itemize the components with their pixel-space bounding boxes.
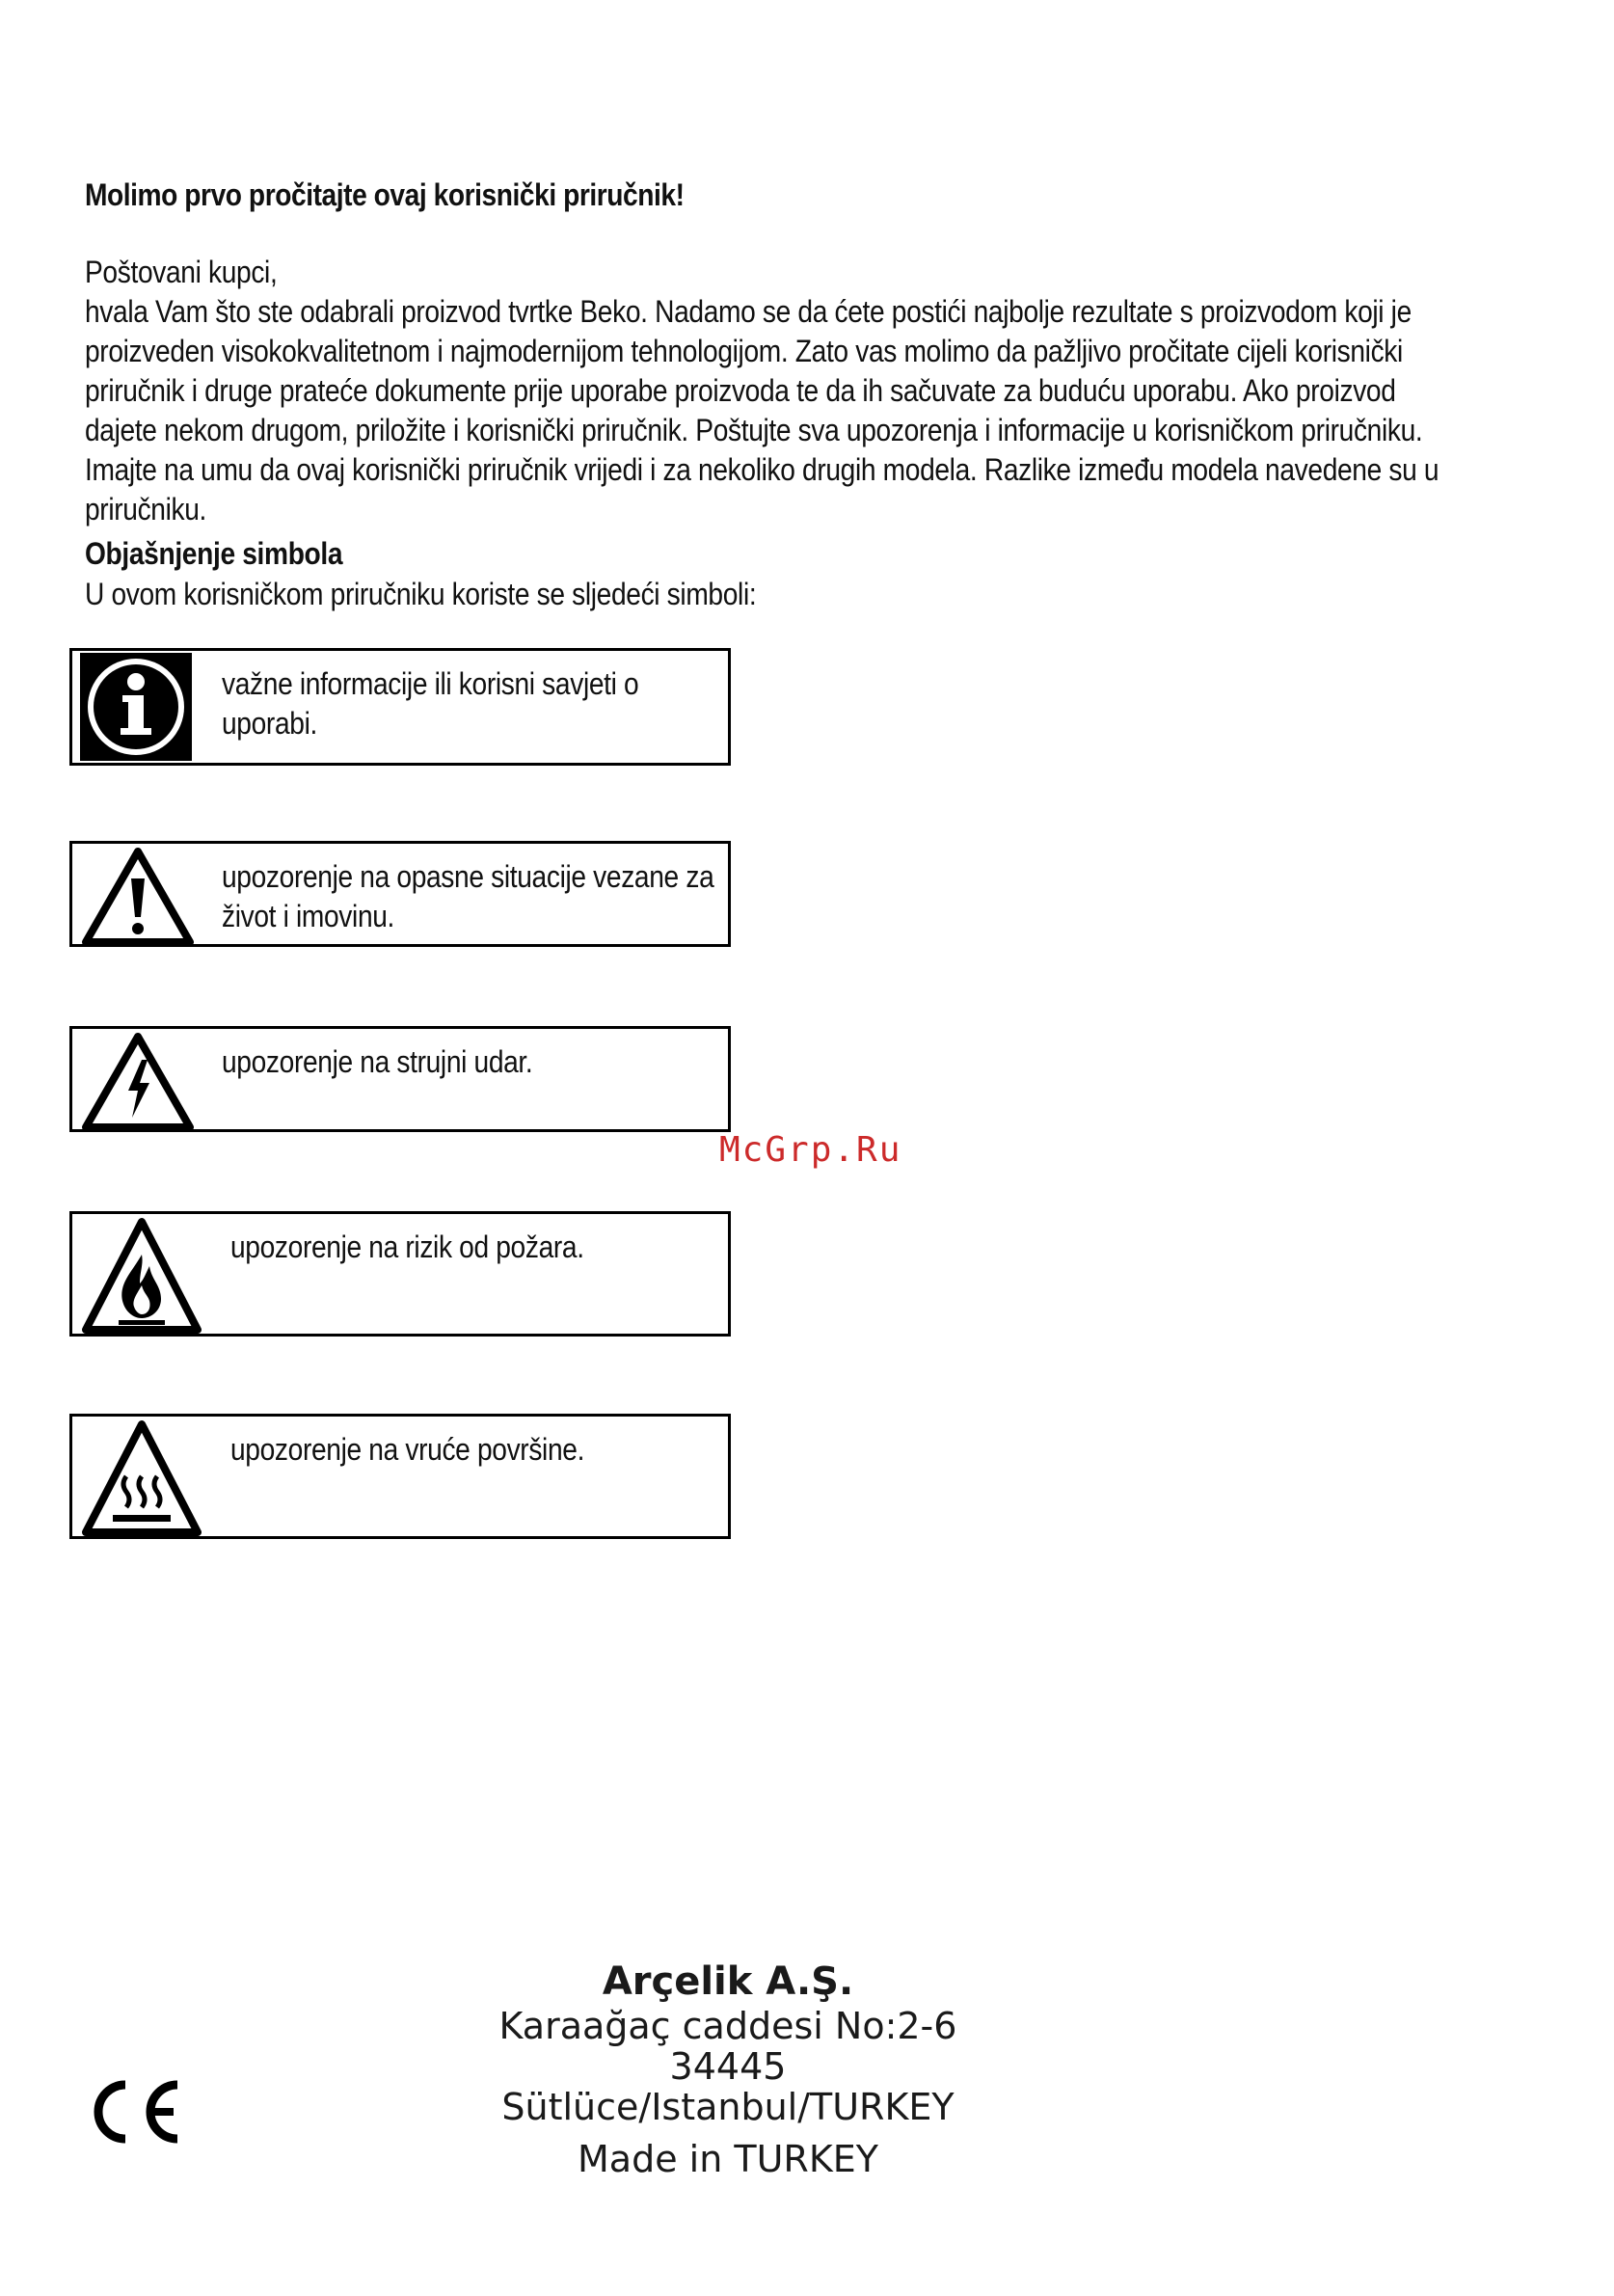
intro-section [85, 253, 1467, 529]
symbols-heading: Objašnjenje simbola [85, 536, 343, 571]
hot-surface-icon [80, 1418, 203, 1543]
manufacturer-street: Karaağaç caddesi No:2-6 [498, 2005, 957, 2047]
symbol-box-fire [69, 1211, 731, 1337]
greeting: Poštovani kupci, [85, 255, 278, 289]
symbol-text: upozorenje na opasne situacije vezane za život i imovinu. [222, 859, 714, 933]
info-icon [80, 653, 192, 766]
symbol-box-warning [69, 841, 731, 947]
watermark: McGrp.Ru [719, 1130, 902, 1170]
intro-paragraph: hvala Vam što ste odabrali proizvod tvrtke Beko. Nadamo se da ćete postići najbolje rezultate s proizvodom koji je proizveden visokokvalitetnom i najmodernijom tehnologijom. Zato vas molimo da pažljivo pročitate cijeli korisnički priručnik i druge prateće dokumente prije uporabe proizvoda te da ih sačuvate za buduću uporabu. Ako proizvod dajete nekom drugom, priložite i korisnički priručnik. Poštujte sva upozorenja i informacije u korisničkom priručniku. Imajte na umu da ovaj korisnički priručnik vrijedi i za nekoliko drugih modela. Razlike između modela navedene su u priručniku. [85, 294, 1439, 527]
made-in: Made in TURKEY [578, 2138, 878, 2180]
manufacturer-name: Arçelik A.Ş. [602, 1959, 854, 2004]
symbol-text: važne informacije ili korisni savjeti o uporabi. [222, 666, 639, 741]
symbol-text: upozorenje na vruće površine. [230, 1432, 585, 1467]
symbol-text: upozorenje na rizik od požara. [230, 1229, 584, 1264]
ce-mark-icon [83, 2077, 183, 2151]
symbol-box-electric [69, 1026, 731, 1132]
warning-icon [80, 846, 196, 951]
manufacturer-block [444, 1958, 1012, 2179]
page-heading: Molimo prvo pročitajte ovaj korisnički priručnik! [85, 177, 685, 212]
fire-icon [80, 1216, 203, 1340]
symbol-text: upozorenje na strujni udar. [222, 1044, 533, 1079]
symbol-box-info [69, 648, 731, 766]
manufacturer-city: 34445 Sütlüce/Istanbul/TURKEY [501, 2045, 955, 2128]
electric-shock-icon [80, 1031, 196, 1136]
symbols-intro: U ovom korisničkom priručniku koriste se sljedeći simboli: [85, 577, 757, 611]
symbol-box-hot-surface [69, 1414, 731, 1539]
